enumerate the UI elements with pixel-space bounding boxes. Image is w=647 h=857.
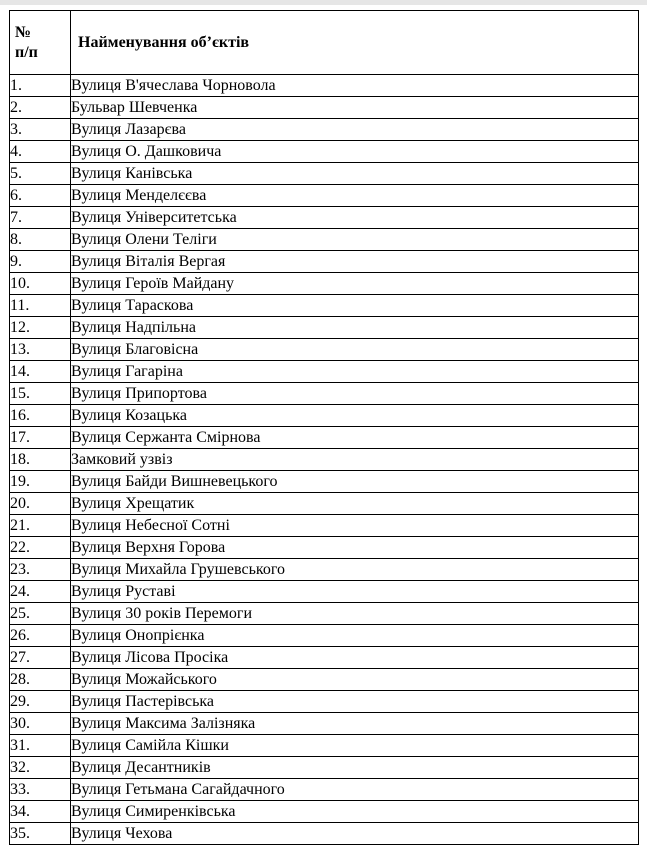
header-name-cell: Найменування об’єктів	[71, 11, 639, 75]
top-border-band	[0, 0, 647, 5]
table-row	[10, 229, 639, 251]
row-number-cell: 34.	[10, 801, 71, 823]
row-number-cell: 29.	[10, 691, 71, 713]
row-name-cell: Вулиця Віталія Вергая	[71, 251, 639, 273]
table-row	[10, 713, 639, 735]
table-row	[10, 581, 639, 603]
row-number-cell: 25.	[10, 603, 71, 625]
table-row	[10, 97, 639, 119]
table-row	[10, 207, 639, 229]
row-number-cell: 12.	[10, 317, 71, 339]
row-name-cell: Вулиця Верхня Горова	[71, 537, 639, 559]
row-name-cell: Вулиця Пастерівська	[71, 691, 639, 713]
row-number-cell: 13.	[10, 339, 71, 361]
row-number-cell: 21.	[10, 515, 71, 537]
row-number-cell: 3.	[10, 119, 71, 141]
row-name-cell: Вулиця Олени Теліги	[71, 229, 639, 251]
table-row	[10, 779, 639, 801]
row-name-cell: Замковий узвіз	[71, 449, 639, 471]
table-row	[10, 427, 639, 449]
row-name-cell: Вулиця Сержанта Смірнова	[71, 427, 639, 449]
row-name-cell: Вулиця Припортова	[71, 383, 639, 405]
row-name-cell: Вулиця Максима Залізняка	[71, 713, 639, 735]
header-number-symbol: №	[15, 23, 32, 41]
table-row	[10, 449, 639, 471]
header-number-cell	[10, 11, 71, 75]
row-number-cell: 5.	[10, 163, 71, 185]
row-name-cell: Вулиця О. Дашковича	[71, 141, 639, 163]
row-name-cell: Вулиця Козацька	[71, 405, 639, 427]
table-row	[10, 603, 639, 625]
row-number-cell: 6.	[10, 185, 71, 207]
row-number-cell: 26.	[10, 625, 71, 647]
row-name-cell: Вулиця Самійла Кішки	[71, 735, 639, 757]
row-number-cell: 10.	[10, 273, 71, 295]
table-row	[10, 735, 639, 757]
table-body	[10, 75, 639, 845]
table-row	[10, 493, 639, 515]
row-number-cell: 35.	[10, 823, 71, 845]
header-number-abbrev: п/п	[15, 43, 38, 61]
row-number-cell: 14.	[10, 361, 71, 383]
table-row	[10, 361, 639, 383]
row-name-cell: Вулиця Хрещатик	[71, 493, 639, 515]
table-row	[10, 339, 639, 361]
row-name-cell: Вулиця Симиренківська	[71, 801, 639, 823]
row-name-cell: Вулиця Надпільна	[71, 317, 639, 339]
row-name-cell: Вулиця Гетьмана Сагайдачного	[71, 779, 639, 801]
table-row	[10, 317, 639, 339]
table-row	[10, 163, 639, 185]
row-number-cell: 30.	[10, 713, 71, 735]
table-row	[10, 119, 639, 141]
row-name-cell: Вулиця Чехова	[71, 823, 639, 845]
row-number-cell: 8.	[10, 229, 71, 251]
row-name-cell: Вулиця Можайського	[71, 669, 639, 691]
row-name-cell: Вулиця Михайла Грушевського	[71, 559, 639, 581]
table-row	[10, 515, 639, 537]
row-number-cell: 31.	[10, 735, 71, 757]
objects-table	[9, 10, 639, 845]
row-number-cell: 16.	[10, 405, 71, 427]
row-name-cell: Вулиця Байди Вишневецького	[71, 471, 639, 493]
row-name-cell: Вулиця 30 років Перемоги	[71, 603, 639, 625]
table-row	[10, 537, 639, 559]
table-header-row	[10, 11, 639, 75]
row-number-cell: 2.	[10, 97, 71, 119]
table-row	[10, 383, 639, 405]
row-name-cell: Вулиця Менделєєва	[71, 185, 639, 207]
row-name-cell: Вулиця В'ячеслава Чорновола	[71, 75, 639, 97]
row-number-cell: 28.	[10, 669, 71, 691]
table-row	[10, 185, 639, 207]
row-name-cell: Вулиця Гагаріна	[71, 361, 639, 383]
row-number-cell: 33.	[10, 779, 71, 801]
table-row	[10, 757, 639, 779]
row-number-cell: 15.	[10, 383, 71, 405]
row-name-cell: Вулиця Онопрієнка	[71, 625, 639, 647]
table-row	[10, 647, 639, 669]
table-row	[10, 823, 639, 845]
row-number-cell: 23.	[10, 559, 71, 581]
row-number-cell: 4.	[10, 141, 71, 163]
row-number-cell: 19.	[10, 471, 71, 493]
table-row	[10, 141, 639, 163]
table-row	[10, 669, 639, 691]
table-row	[10, 559, 639, 581]
table-row	[10, 471, 639, 493]
table-row	[10, 691, 639, 713]
row-name-cell: Вулиця Лазарєва	[71, 119, 639, 141]
row-name-cell: Вулиця Благовісна	[71, 339, 639, 361]
row-name-cell: Вулиця Тараскова	[71, 295, 639, 317]
row-name-cell: Вулиця Героїв Майдану	[71, 273, 639, 295]
row-number-cell: 7.	[10, 207, 71, 229]
table-row	[10, 625, 639, 647]
row-number-cell: 17.	[10, 427, 71, 449]
table-row	[10, 405, 639, 427]
row-name-cell: Вулиця Десантників	[71, 757, 639, 779]
row-name-cell: Вулиця Руставі	[71, 581, 639, 603]
row-name-cell: Вулиця Небесної Сотні	[71, 515, 639, 537]
table-row	[10, 251, 639, 273]
row-number-cell: 20.	[10, 493, 71, 515]
row-name-cell: Вулиця Канівська	[71, 163, 639, 185]
row-number-cell: 1.	[10, 75, 71, 97]
row-name-cell: Бульвар Шевченка	[71, 97, 639, 119]
table-row	[10, 295, 639, 317]
table-row	[10, 273, 639, 295]
row-name-cell: Вулиця Лісова Просіка	[71, 647, 639, 669]
table-row	[10, 801, 639, 823]
table-row	[10, 75, 639, 97]
row-number-cell: 32.	[10, 757, 71, 779]
row-number-cell: 18.	[10, 449, 71, 471]
row-name-cell: Вулиця Університетська	[71, 207, 639, 229]
row-number-cell: 22.	[10, 537, 71, 559]
row-number-cell: 9.	[10, 251, 71, 273]
row-number-cell: 24.	[10, 581, 71, 603]
row-number-cell: 11.	[10, 295, 71, 317]
row-number-cell: 27.	[10, 647, 71, 669]
